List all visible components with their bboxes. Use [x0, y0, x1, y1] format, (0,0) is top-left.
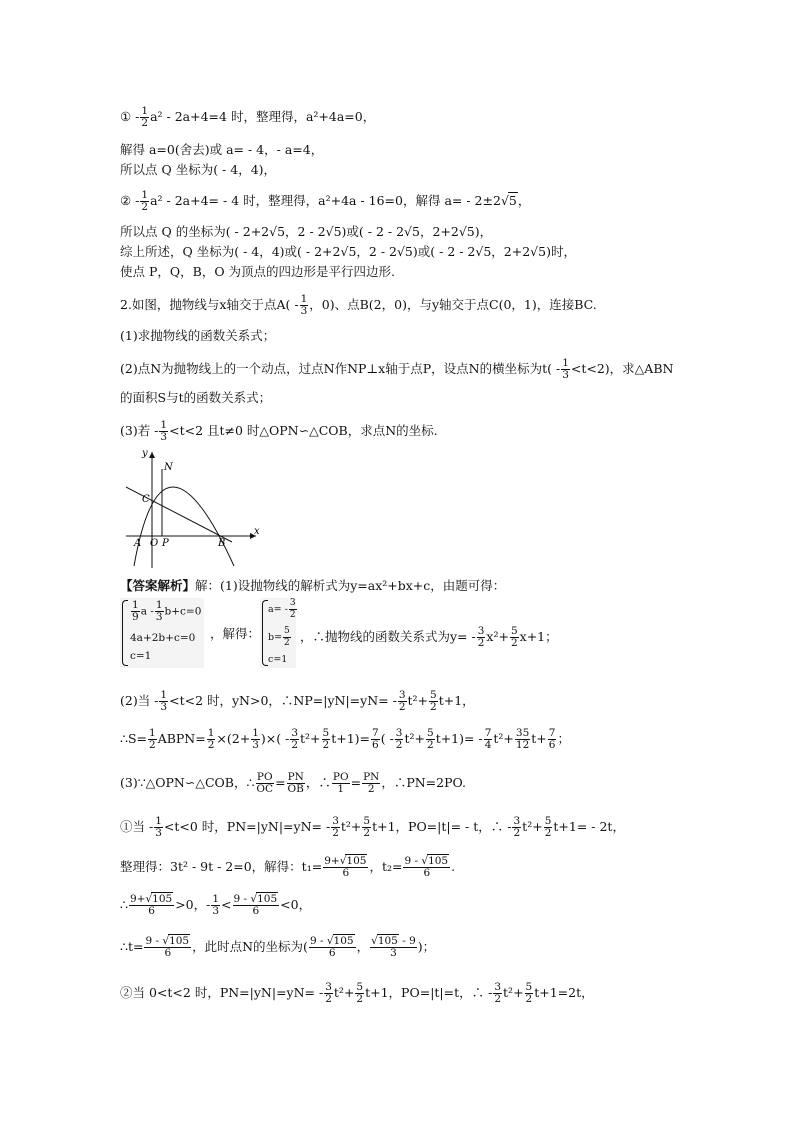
- line-q-coord: 所以点 Q 坐标为( - 4，4)，: [120, 162, 277, 177]
- label-x: x: [254, 526, 260, 537]
- problem-2-statement: 2.如图，抛物线与x轴交于点A( - $\frac{1}{3}$ ，0)、点B(2，0)，与y轴交于点C(0，1)，连接BC.: [120, 293, 597, 317]
- brace: [122, 600, 128, 666]
- answer-case-2: ②当 0<t<2 时，PN=|yN|=yN= - $\frac{3}{2}$ t²+ $\frac{5}{2}$ t+1，PO=|t|=t，∴ - $\frac{3}{2}$ t²+ $\frac{5}{2}$ t+1=2t，: [120, 981, 594, 1005]
- answer-case-1: ①当 - $\frac{1}{3}$ <t<0 时，PN=|yN|=yN= - $\frac{3}{2}$ t²+ $\frac{5}{2}$ t+1，PO=|t|= - t，∴ - $\frac{3}{2}$ t²+ $\frac{5}{2}$ t+1= - 2t，: [120, 815, 625, 839]
- line-conclusion: 使点 P，Q，B，O 为顶点的四边形是平行四边形.: [120, 264, 396, 279]
- problem-2-part-1: (1)求抛物线的函数关系式；: [120, 328, 276, 343]
- label-n: N: [164, 462, 173, 473]
- equation-system: $\frac{1}{9}$ a - $\frac{1}{3}$ b+c=0 4a+2b+c=0 c=1: [120, 598, 204, 668]
- line-case-1: ① - $\frac{1}{2}$ a² - 2a+4=4 时，整理得，a²+4a=0，: [120, 105, 376, 129]
- label-o: O: [150, 538, 159, 549]
- answer-check: ∴ $\frac{9+√105}{6}$ >0，- $\frac{1}{3}$ < $\frac{9 - √105}{6}$ <0，: [120, 893, 312, 917]
- answer-function: ，∴抛物线的函数关系式为y= - $\frac{3}{2}$ x²+ $\frac{5}{2}$ x+1；: [300, 625, 558, 649]
- text: ① -: [120, 109, 140, 124]
- text: a² - 2a+4=4 时，整理得，a²+4a=0，: [150, 109, 376, 124]
- line-summary: 综上所述，Q 坐标为( - 4，4)或( - 2+2√5，2 - 2√5)或( - 2 - 2√5，2+2√5)时，: [120, 244, 576, 259]
- solution-system: a= - $\frac{3}{2}$ b= $\frac{5}{2}$ c=1: [260, 598, 296, 668]
- label-p: P: [162, 538, 169, 549]
- answer-area-formula: ∴S= $\frac{1}{2}$ ABPN= $\frac{1}{2}$ ×(2+ $\frac{1}{3}$ )×( - $\frac{3}{2}$ t²+ $\frac{5}{2}$ t+1)= $\frac{7}{6}$ ( - $\frac{3}{2}$ t²+ $\frac{5}{2}$ t+1)= - $\frac{7}{4}$ t²+ $\frac{35}{12}$ t+ $\frac{7}{6}$ ；: [120, 727, 570, 751]
- answer-part-2: (2)当 - $\frac{1}{3}$ <t<2 时，yN>0，∴NP=|yN|=yN= - $\frac{3}{2}$ t²+ $\frac{5}{2}$ t+1，: [120, 689, 475, 713]
- answer-line-1: 【答案解析】解：(1)设抛物线的解析式为y=ax²+bx+c，由题可得：: [120, 578, 506, 593]
- label-c: C: [142, 494, 150, 505]
- problem-2-part-3: (3)若 - $\frac{1}{3}$ <t<2 且t≠0 时△OPN∽△COB，求点N的坐标.: [120, 419, 438, 443]
- problem-2-part-2: (2)点N为抛物线上的一个动点，过点N作NP⊥x轴于点P，设点N的横坐标为t( - $\frac{1}{3}$ <t<2)，求△ABN: [120, 357, 674, 381]
- line-case-2: ② - $\frac{1}{2}$ a² - 2a+4= - 4 时，整理得，a²+4a - 16=0，解得 a= - 2±2√5，: [120, 189, 531, 213]
- parabola-figure: [122, 448, 262, 572]
- answer-part-3: (3)∵△OPN∽△COB，∴ $\frac{PO}{OC}$ = $\frac{PN}{OB}$ ，∴ $\frac{PO}{1}$ = $\frac{PN}{2}$ ，∴PN=2PO.: [120, 771, 467, 795]
- label-y: y: [142, 448, 148, 459]
- label-a: A: [134, 538, 142, 549]
- line-q-coords: 所以点 Q 的坐标为( - 2+2√5，2 - 2√5)或( - 2 - 2√5，2+2√5)，: [120, 224, 493, 239]
- line-solve: 解得 a=0(舍去)或 a= - 4，- a=4，: [120, 142, 324, 157]
- answer-quadratic: 整理得：3t² - 9t - 2=0，解得：t₁= $\frac{9+√105}{6}$ ，t₂= $\frac{9 - √105}{6}$ .: [120, 855, 456, 879]
- y-axis-arrow: [149, 452, 155, 458]
- label-b: B: [218, 538, 226, 549]
- text: ，解得：: [210, 626, 261, 641]
- answer-point-n: ∴t= $\frac{9 - √105}{6}$ ，此时点N的坐标为( $\frac{9 - √105}{6}$ ， $\frac{√105 - 9}{3}$ )；: [120, 935, 436, 959]
- problem-2-part-2-cont: 的面积S与t的函数关系式；: [120, 390, 272, 405]
- answer-tag: 【答案解析】: [120, 578, 196, 593]
